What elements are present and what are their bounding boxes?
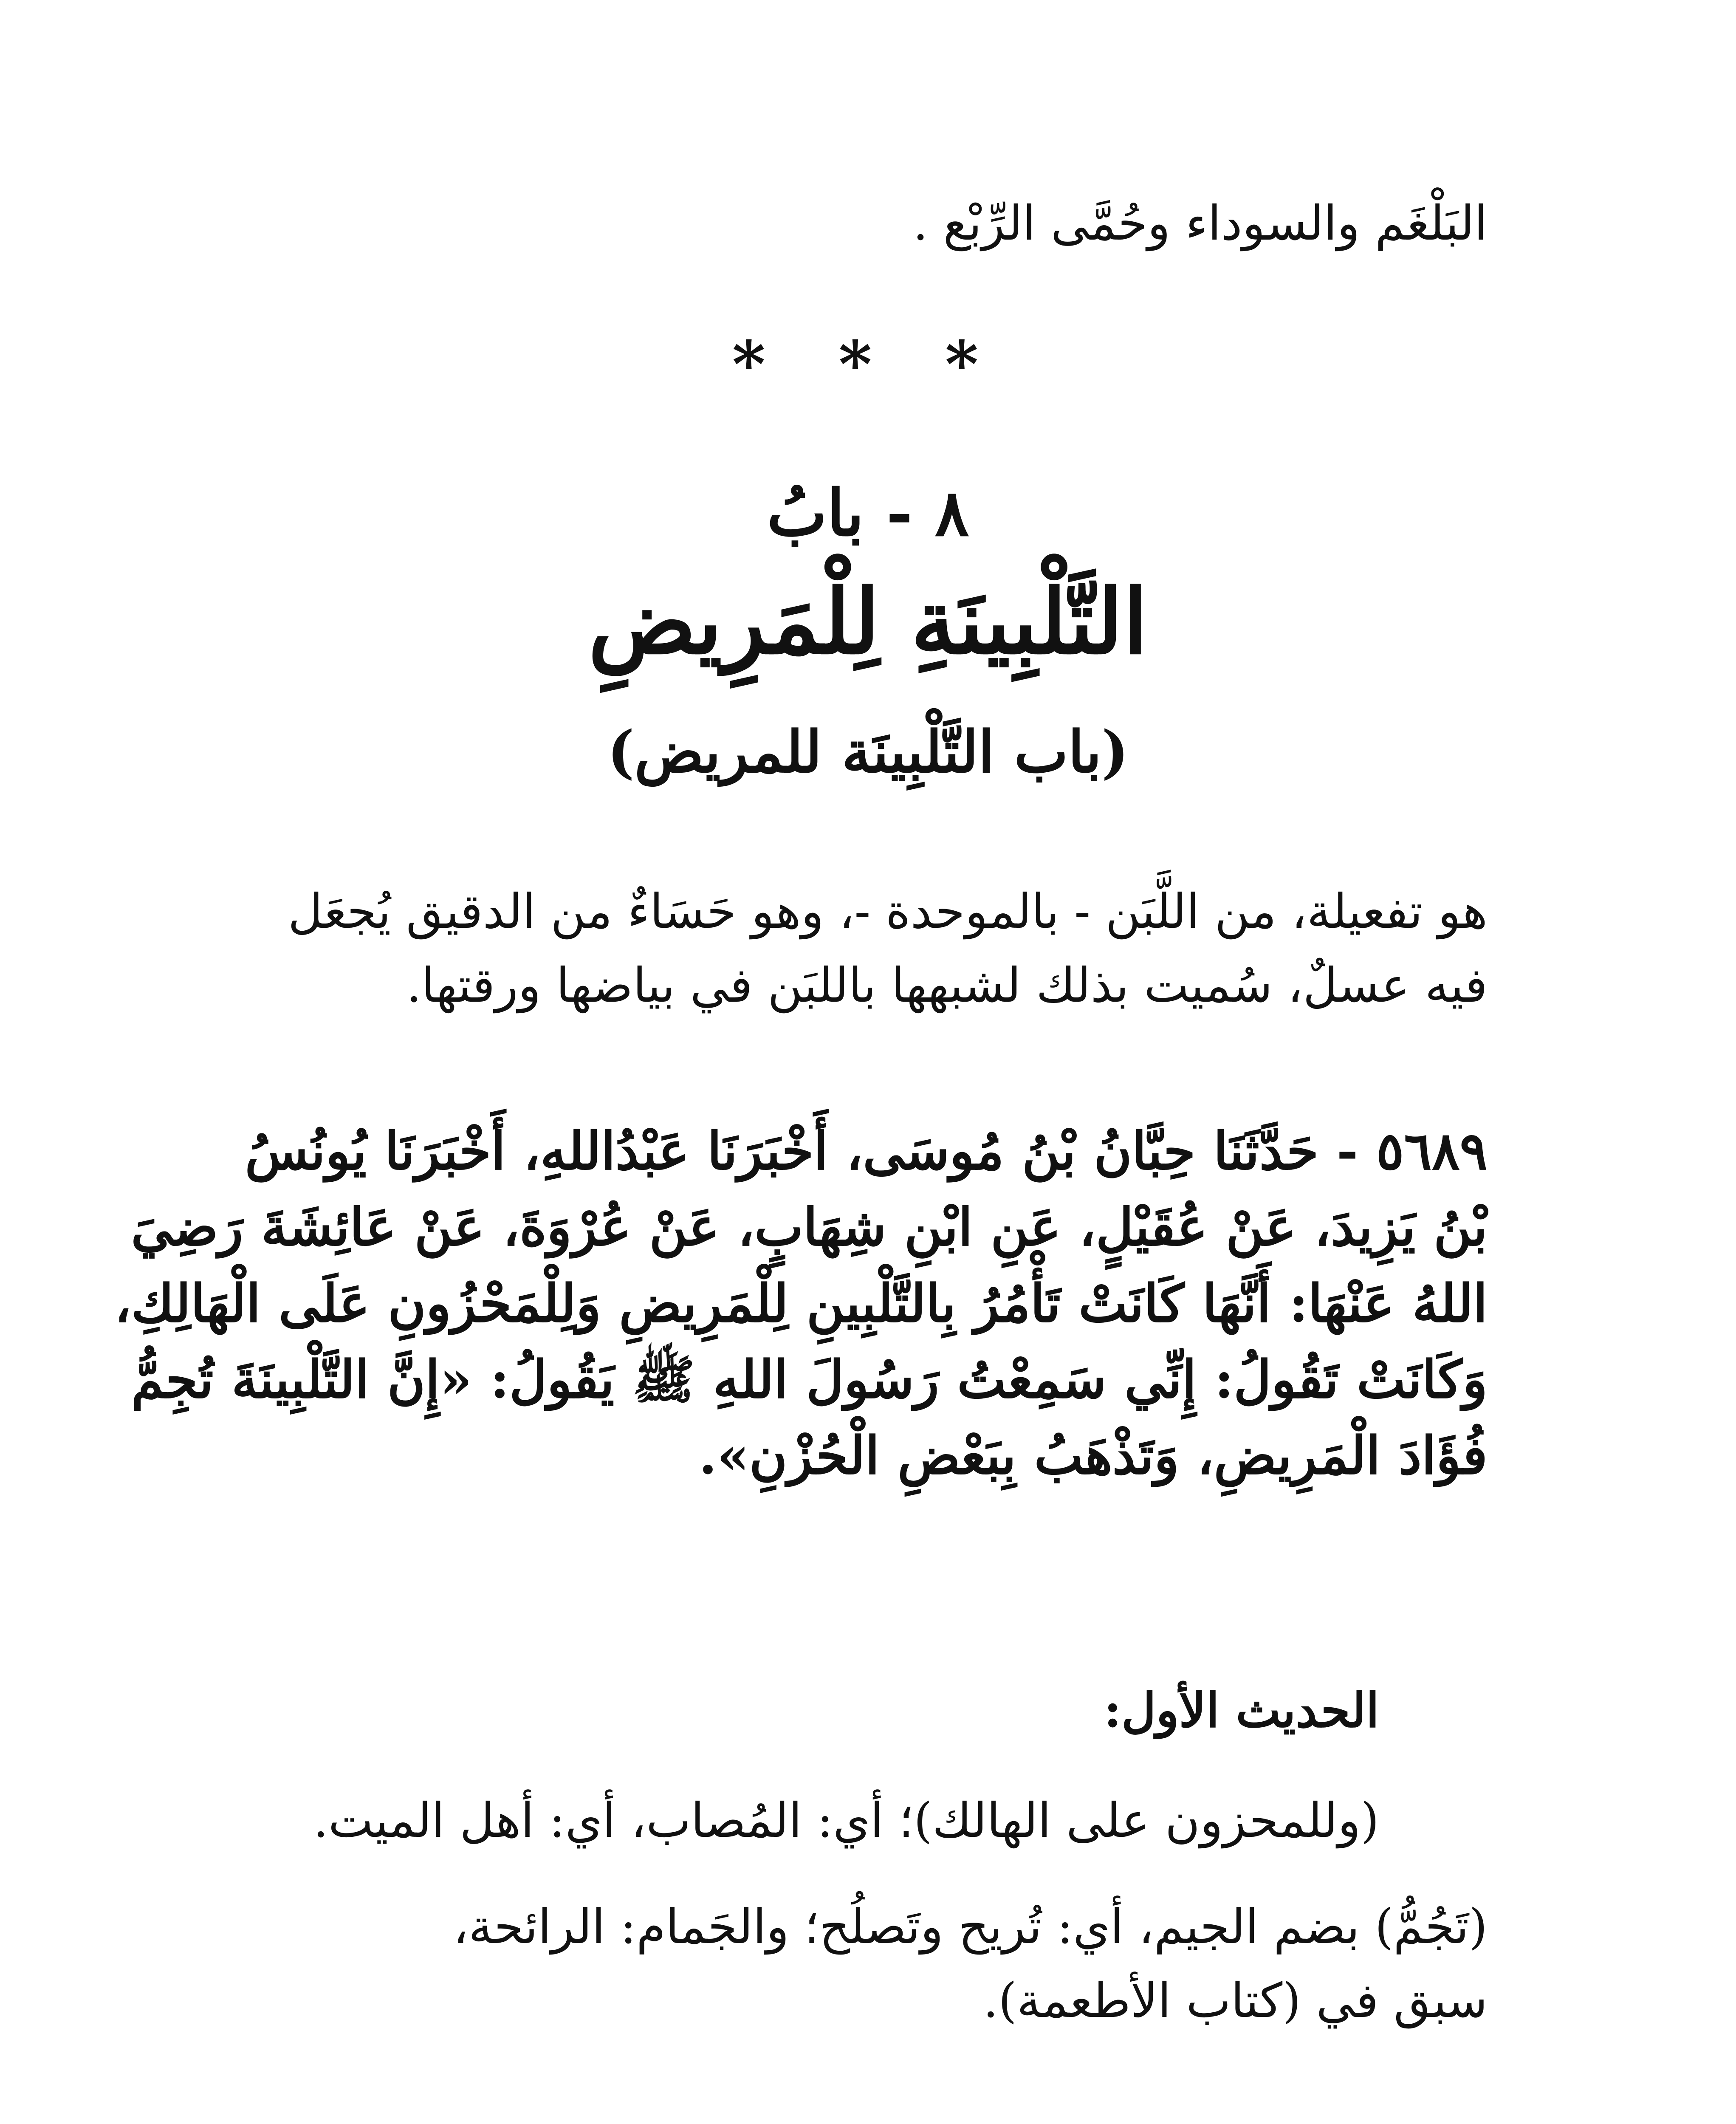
commentary-2 bbox=[247, 1890, 1488, 2038]
commentary-2-line: (تَجُمُّ) بضم الجيم، أي: تُريح وتَصلُح؛ والجَمام: الرائحة، bbox=[453, 1899, 1488, 1955]
explanation-line: هو تفعيلة، من اللَّبَن - بالموحدة -، وهو حَسَاءٌ من الدقيق يُجعَل bbox=[288, 884, 1488, 939]
intro-line: البَلْغَم والسوداء وحُمَّى الرِّبْع . bbox=[913, 196, 1488, 251]
separator-top: * * * bbox=[732, 327, 1004, 402]
hadith-text bbox=[114, 1113, 1488, 1494]
commentary-2-line: سبق في (كتاب الأطعمة). bbox=[983, 1973, 1488, 2028]
sub-title: (باب التَّلْبِينَة للمريض) bbox=[607, 718, 1129, 785]
explanation-paragraph bbox=[247, 875, 1488, 1022]
commentary-1: (وللمحزون على الهالك)؛ أي: المُصاب، أي: أهل الميت. bbox=[313, 1793, 1379, 1848]
intro-text bbox=[247, 187, 1488, 261]
first-hadith-heading: الحديث الأول: bbox=[1104, 1683, 1379, 1738]
explanation-line: فيه عسلٌ، سُميت بذلك لشبهها باللبَن في بياضها ورقتها. bbox=[406, 957, 1488, 1013]
hadith-line: فُؤَادَ الْمَرِيضِ، وَتَذْهَبُ بِبَعْضِ الْحُزْنِ». bbox=[699, 1425, 1488, 1486]
chapter-number: ٨ - بابُ bbox=[767, 476, 969, 551]
hadith-line: بْنُ يَزِيدَ، عَنْ عُقَيْلٍ، عَنِ ابْنِ شِهَابٍ، عَنْ عُرْوَةَ، عَنْ عَائِشَةَ رَضِيَ bbox=[131, 1196, 1488, 1258]
hadith-line: وَكَانَتْ تَقُولُ: إِنِّي سَمِعْتُ رَسُولَ اللهِ ﷺ يَقُولُ: «إِنَّ التَّلْبِينَةَ تُجِمُّ bbox=[131, 1348, 1488, 1410]
hadith-line: اللهُ عَنْهَا: أَنَّهَا كَانَتْ تَأْمُرُ بِالتَّلْبِينِ لِلْمَرِيضِ وَلِلْمَحْزُونِ عَلَى الْهَالِكِ، bbox=[114, 1272, 1488, 1334]
chapter-title: التَّلْبِينَةِ لِلْمَرِيضِ bbox=[588, 569, 1148, 674]
hadith-line: ٥٦٨٩ - حَدَّثَنَا حِبَّانُ بْنُ مُوسَى، أَخْبَرَنَا عَبْدُاللهِ، أَخْبَرَنَا يُونُسُ bbox=[245, 1120, 1488, 1181]
